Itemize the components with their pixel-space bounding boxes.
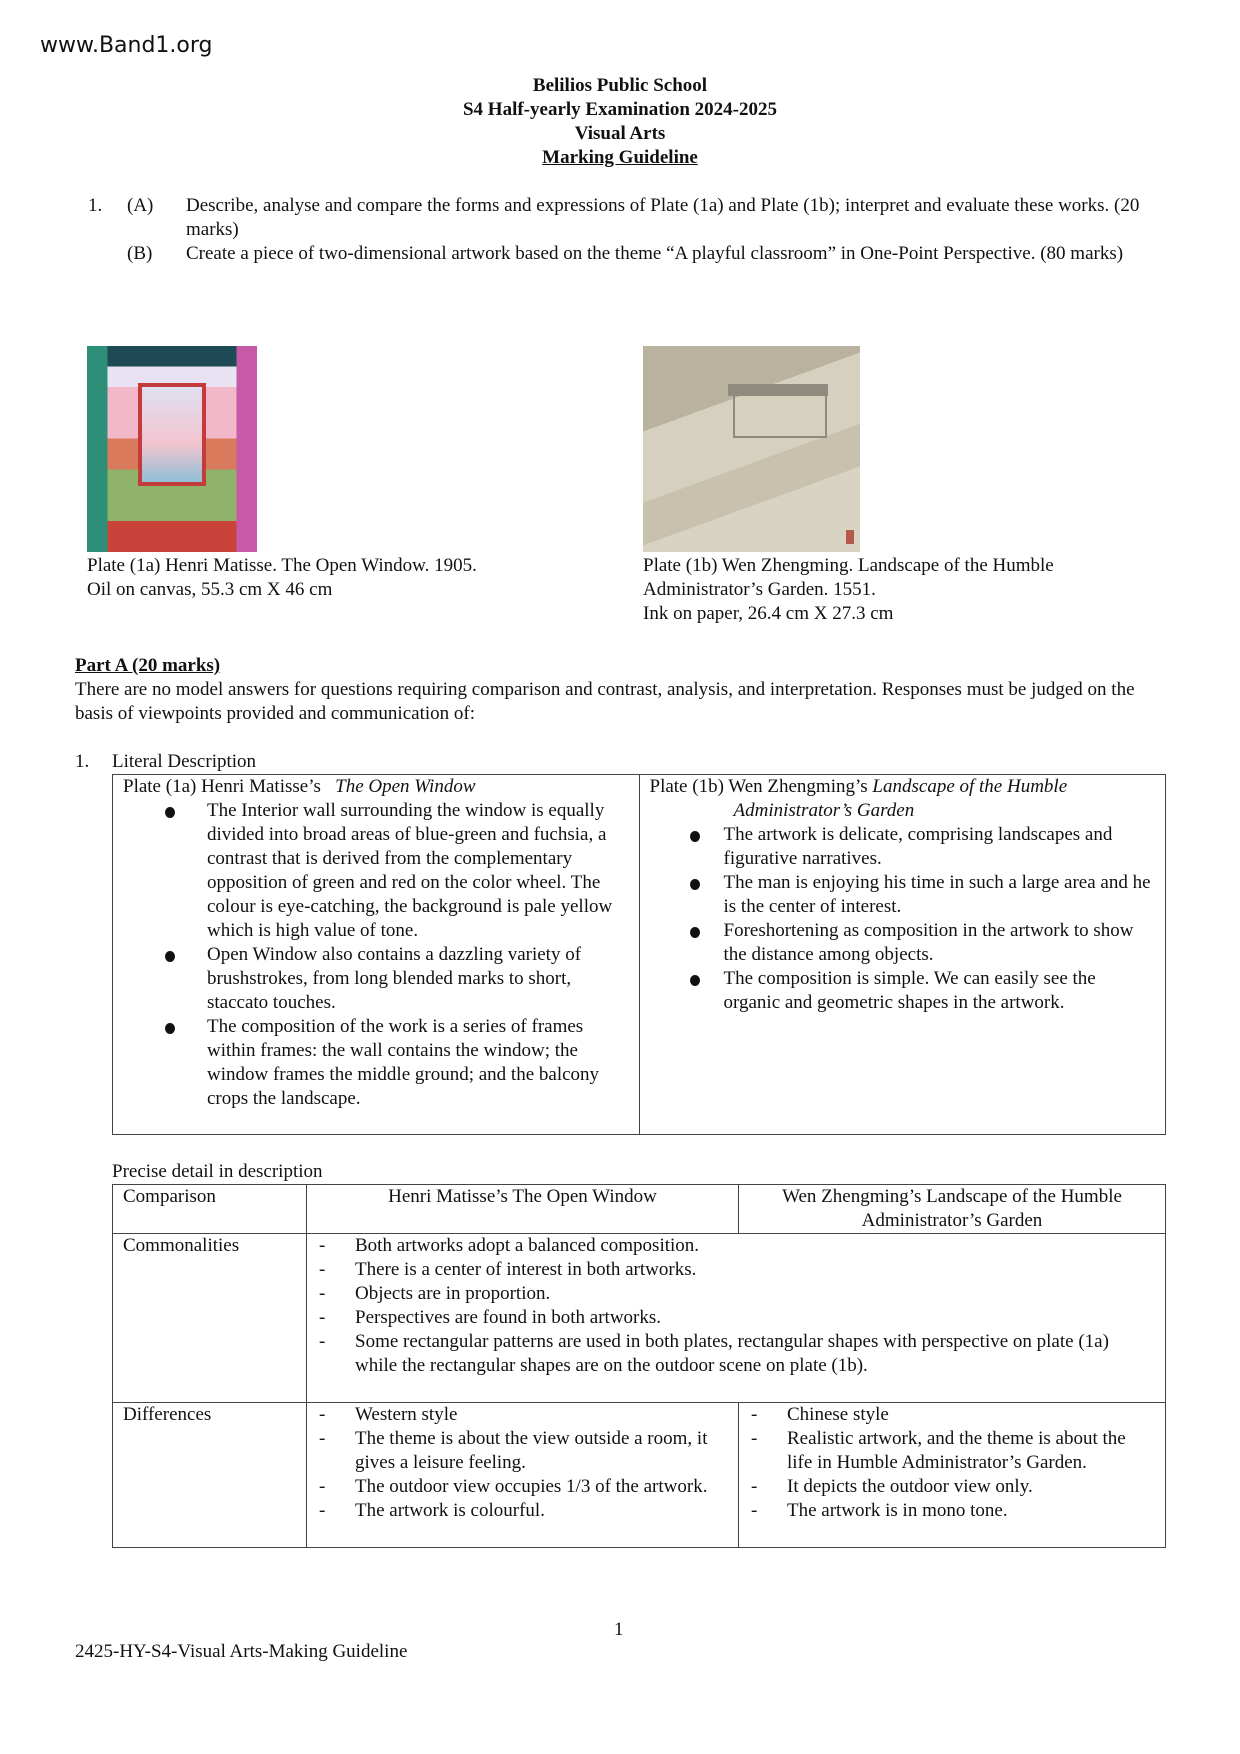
differences-wen-cell: [739, 1403, 1166, 1548]
list-item: - Chinese style: [749, 1403, 1155, 1427]
watermark: www.Band1.org: [40, 33, 213, 58]
header-cell: Henri Matisse’s The Open Window: [307, 1185, 739, 1234]
part-label: (B): [127, 243, 153, 264]
list-item: - It depicts the outdoor view only.: [749, 1475, 1155, 1499]
literal-description-table: [112, 774, 1166, 1135]
section-title: Literal Description: [112, 751, 257, 772]
list-item: Foreshortening as composition in the artwork to show the distance among objects.: [650, 919, 1156, 967]
list-item: The composition of the work is a series of frames within frames: the wall contains the window; the window frames the middle ground; and the balcony crops the landscape.: [123, 1015, 629, 1111]
question-1: [88, 194, 1168, 266]
part-a-heading: Part A (20 marks): [75, 655, 221, 676]
part-label: (A): [127, 195, 154, 216]
list-item: - Perspectives are found in both artworks.: [317, 1306, 1155, 1330]
plate-1b-image: [643, 346, 860, 552]
caption-line: Administrator’s Garden. 1551.: [643, 579, 876, 600]
caption-line: Plate (1b) Wen Zhengming. Landscape of the Humble: [643, 555, 1054, 576]
list-item: The man is enjoying his time in such a large area and he is the center of interest.: [650, 871, 1156, 919]
list-item: - There is a center of interest in both artworks.: [317, 1258, 1155, 1282]
list-item: - Realistic artwork, and the theme is about the life in Humble Administrator’s Garden.: [749, 1427, 1155, 1475]
caption-line: Plate (1a) Henri Matisse. The Open Window. 1905.: [87, 555, 477, 576]
document-header: [0, 74, 1240, 170]
header-cell: Comparison: [113, 1185, 307, 1234]
page-number: 1: [614, 1619, 624, 1640]
header-cell: Wen Zhengming’s Landscape of the Humble Administrator’s Garden: [739, 1185, 1166, 1234]
exam-name: S4 Half-yearly Examination 2024-2025: [462, 99, 778, 120]
list-item: - The artwork is in mono tone.: [749, 1499, 1155, 1523]
row-label: Differences: [113, 1403, 307, 1548]
commonalities-cell: [307, 1234, 1166, 1403]
caption-line: Oil on canvas, 55.3 cm X 46 cm: [87, 579, 333, 600]
part-a: [75, 654, 1175, 726]
list-item: The artwork is delicate, comprising landscapes and figurative narratives.: [650, 823, 1156, 871]
part-text: Describe, analyse and compare the forms and expressions of Plate (1a) and Plate (1b); interpret and evaluate these works. (20 marks): [186, 195, 1140, 240]
cell-heading: Plate (1b) Wen Zhengming’s: [649, 776, 873, 797]
document-title: Marking Guideline: [542, 147, 698, 168]
school-name: Belilios Public School: [532, 75, 708, 96]
row-label: Commonalities: [113, 1234, 307, 1403]
artwork-title: Landscape of the Humble Administrator’s Garden: [733, 776, 1068, 821]
part-a-intro: There are no model answers for questions requiring comparison and contrast, analysis, and interpretation. Responses must be judged on the basis of viewpoints provided and communication of:: [75, 679, 1135, 724]
subject: Visual Arts: [574, 123, 666, 144]
caption-line: Ink on paper, 26.4 cm X 27.3 cm: [643, 603, 894, 624]
list-item: - Western style: [317, 1403, 728, 1427]
literal-description-heading: [75, 750, 256, 774]
comparison-table: [112, 1184, 1166, 1548]
list-item: - Both artworks adopt a balanced composition.: [317, 1234, 1155, 1258]
artwork-title: The Open Window: [335, 776, 476, 797]
differences-matisse-cell: [307, 1403, 739, 1548]
list-item: - The outdoor view occupies 1/3 of the artwork.: [317, 1475, 728, 1499]
list-item: - The artwork is colourful.: [317, 1499, 728, 1523]
part-text: Create a piece of two-dimensional artwork based on the theme “A playful classroom” in One-Point Perspective. (80 marks): [186, 243, 1124, 264]
list-item: - Some rectangular patterns are used in both plates, rectangular shapes with perspective on plate (1a) while the rectangular shapes are on the outdoor scene on plate (1b).: [317, 1330, 1155, 1378]
list-item: - The theme is about the view outside a room, it gives a leisure feeling.: [317, 1427, 728, 1475]
cell-heading: Plate (1a) Henri Matisse’s: [123, 776, 326, 797]
list-item: The Interior wall surrounding the window is equally divided into broad areas of blue-green and fuchsia, a contrast that is derived from the complementary opposition of green and red on the color wheel. The colour is eye-catching, the background is pale yellow which is high value of tone.: [123, 799, 629, 943]
section-number: 1.: [75, 751, 90, 772]
plate-1a-cell: [113, 775, 640, 1135]
precise-detail-heading: Precise detail in description: [112, 1161, 323, 1182]
footer: 2425-HY-S4-Visual Arts-Making Guideline: [75, 1641, 408, 1662]
plate-1a-image: [87, 346, 257, 552]
question-number: 1.: [88, 195, 103, 216]
list-item: Open Window also contains a dazzling variety of brushstrokes, from long blended marks to short, staccato touches.: [123, 943, 629, 1015]
list-item: The composition is simple. We can easily see the organic and geometric shapes in the artwork.: [650, 967, 1156, 1015]
plate-1b-cell: [639, 775, 1166, 1135]
plate-1b-caption: [643, 554, 1054, 626]
list-item: - Objects are in proportion.: [317, 1282, 1155, 1306]
plate-1a-caption: [87, 554, 477, 602]
